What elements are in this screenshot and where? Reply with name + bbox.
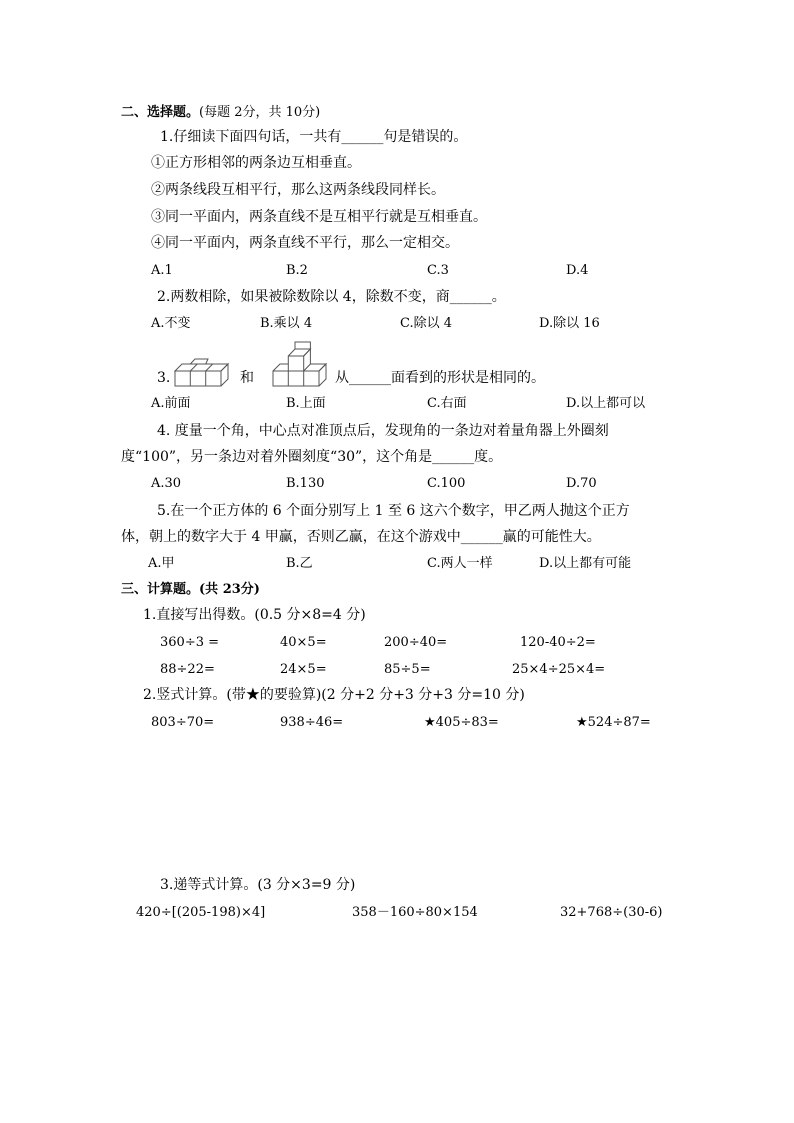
section2-score: (每题 2分，共 10分) (199, 105, 321, 120)
q4-line-1: 4. 度量一个角，中心点对准顶点后，发现角的一条边对着量角器上外圈刻 (157, 423, 609, 439)
q2-option-b: B.乘以 4 (260, 316, 313, 331)
q4-option-d: D.70 (566, 476, 597, 491)
p2-item-1: 803÷70= (151, 715, 215, 730)
p1-item-7: 85÷5= (384, 662, 431, 677)
q2-option-a: A.不变 (151, 316, 191, 331)
p1-title: 1.直接写出得数。(0.5 分×8=4 分) (143, 607, 366, 623)
q5-option-c: C.两人一样 (427, 556, 493, 571)
q4-option-a: A.30 (151, 476, 182, 491)
q1-option-c: C.3 (427, 263, 449, 278)
q4-line-2: 度“100”，另一条边对着外圈刻度“30”，这个角是______度。 (121, 449, 503, 465)
q5-option-a: A.甲 (148, 556, 175, 571)
q5-option-d: D.以上都有可能 (539, 556, 632, 571)
q1-option-a: A.1 (151, 263, 173, 278)
p3-item-2: 358－160÷80×154 (352, 905, 478, 920)
p1-item-3: 200÷40= (384, 635, 448, 650)
section3-heading (121, 581, 260, 599)
q4-option-b: B.130 (286, 476, 325, 491)
p1-item-2: 40×5= (280, 635, 327, 650)
section2-title: 二、选择题。 (121, 105, 200, 120)
p1-item-8: 25×4÷25×4= (512, 662, 606, 677)
q1-option-b: B.2 (286, 263, 308, 278)
p3-title: 3.递等式计算。(3 分×3=9 分) (160, 877, 356, 893)
q3-option-a: A.前面 (151, 396, 191, 411)
q1-statement-4: ④同一平面内，两条直线不平行，那么一定相交。 (151, 235, 459, 251)
q3-text: 从______面看到的形状是相同的。 (335, 370, 545, 386)
q5-line-1: 5.在一个正方体的 6 个面分别写上 1 至 6 这六个数字，甲乙两人抛这个正方 (157, 503, 630, 519)
q5-option-b: B.乙 (286, 556, 313, 571)
q1-statement-1: ①正方形相邻的两条边互相垂直。 (151, 155, 361, 171)
q2-stem: 2.两数相除，如果被除数除以 4，除数不变，商______。 (157, 289, 506, 305)
q3-option-d: D.以上都可以 (566, 396, 646, 411)
section2-heading (121, 104, 320, 122)
q1-option-d: D.4 (566, 263, 589, 278)
p2-item-2: 938÷46= (280, 715, 344, 730)
q3-number: 3. (157, 370, 171, 386)
q2-option-d: D.除以 16 (539, 316, 600, 331)
p3-item-1: 420÷[(205-198)×4] (136, 905, 266, 920)
p2-title: 2.竖式计算。(带★的要验算)(2 分+2 分+3 分+3 分=10 分) (143, 687, 525, 703)
section3-title: 三、计算题。 (121, 582, 200, 597)
p3-item-3: 32+768÷(30-6) (560, 905, 663, 920)
q1-stem: 1.仔细读下面四句话，一共有______句是错误的。 (160, 129, 468, 145)
p1-item-5: 88÷22= (160, 662, 215, 677)
q1-statement-2: ②两条线段互相平行，那么这两条线段同样长。 (151, 182, 445, 198)
p1-item-1: 360÷3 = (160, 635, 220, 650)
p2-item-4: ★524÷87= (576, 715, 651, 730)
q3-and: 和 (240, 370, 254, 386)
p1-item-4: 120-40÷2= (520, 635, 596, 650)
section3-score: (共 23分) (199, 582, 260, 597)
q3-option-c: C.右面 (427, 396, 467, 411)
q2-option-c: C.除以 4 (400, 316, 453, 331)
q3-option-b: B.上面 (286, 396, 326, 411)
p2-item-3: ★405÷83= (424, 715, 499, 730)
q4-option-c: C.100 (427, 476, 466, 491)
cube-figure-b (272, 341, 328, 387)
cube-figure-a (174, 357, 232, 387)
q5-line-2: 体，朝上的数字大于 4 甲赢，否则乙赢，在这个游戏中______赢的可能性大。 (121, 529, 601, 545)
q1-statement-3: ③同一平面内，两条直线不是互相平行就是互相垂直。 (151, 209, 487, 225)
p1-item-6: 24×5= (280, 662, 327, 677)
